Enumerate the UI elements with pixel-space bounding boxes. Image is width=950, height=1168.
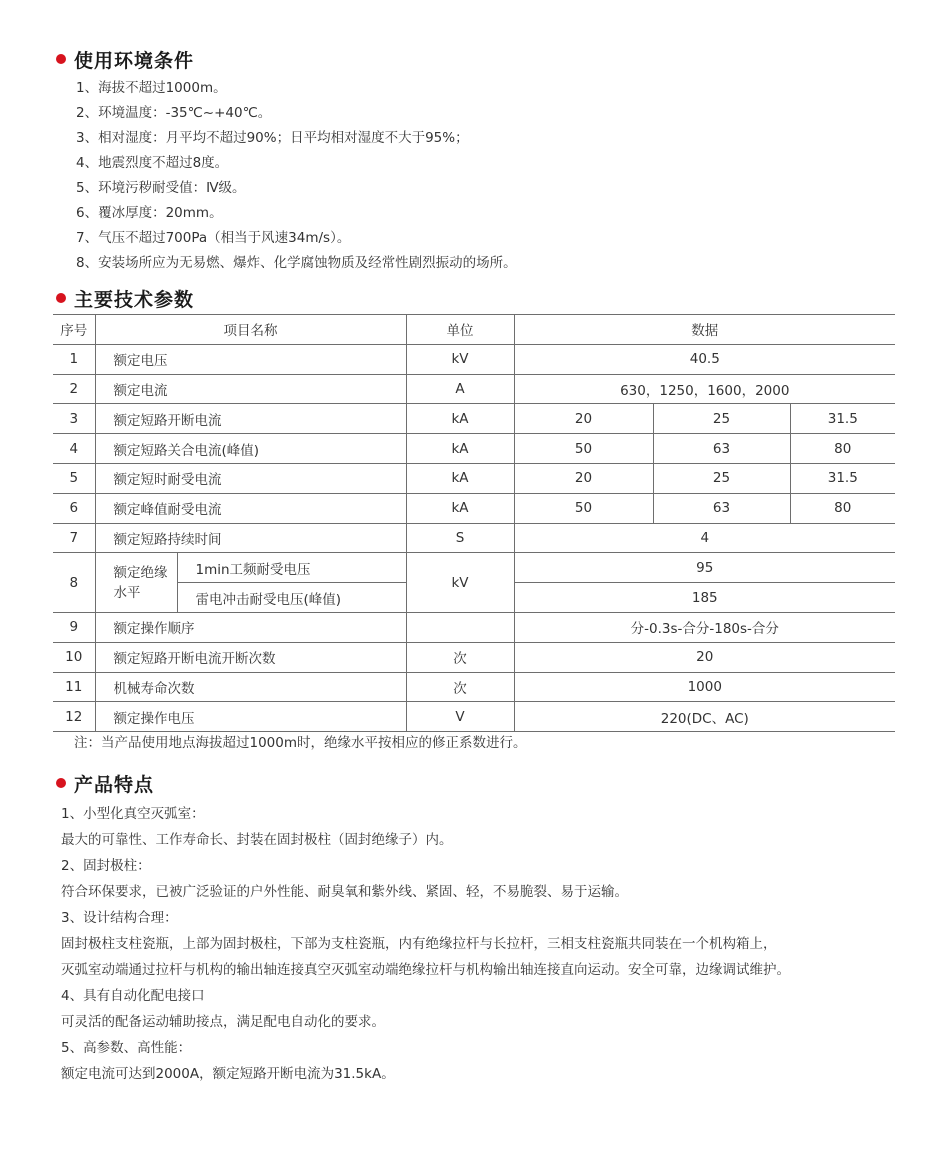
cell-no: 7 [53, 523, 95, 553]
cell-unit: kA [406, 493, 514, 523]
cell-no: 10 [53, 642, 95, 672]
cell-value: 40.5 [514, 344, 895, 374]
env-item: 6、覆冰厚度：20mm。 [76, 205, 223, 221]
cell-name: 额定短时耐受电流 [95, 463, 406, 493]
table-row [53, 702, 895, 732]
cell-unit: S [406, 523, 514, 553]
bullet-dot-icon [56, 778, 66, 788]
cell-unit: kA [406, 463, 514, 493]
cell-value: 25 [653, 404, 790, 434]
cell-value: 95 [514, 553, 895, 583]
cell-name: 额定电流 [95, 374, 406, 404]
spec-table [53, 314, 895, 732]
table-row [53, 344, 895, 374]
env-item: 1、海拔不超过1000m。 [76, 80, 227, 96]
feature-line: 固封极柱支柱瓷瓶，上部为固封极柱，下部为支柱瓷瓶，内有绝缘拉杆与长拉杆，三相支柱瓷瓶共同装在一个机构箱上， [61, 936, 777, 952]
cell-no: 2 [53, 374, 95, 404]
cell-value: 80 [790, 434, 895, 464]
feature-line: 额定电流可达到2000A，额定短路开断电流为31.5kA。 [61, 1066, 395, 1082]
cell-no: 11 [53, 672, 95, 702]
cell-subname: 雷电冲击耐受电压(峰值) [177, 583, 406, 613]
cell-unit: 次 [406, 672, 514, 702]
cell-name: 额定电压 [95, 344, 406, 374]
cell-name: 额定短路开断电流开断次数 [95, 642, 406, 672]
cell-value: 80 [790, 493, 895, 523]
env-item: 8、安装场所应为无易燃、爆炸、化学腐蚀物质及经常性剧烈振动的场所。 [76, 255, 517, 271]
cell-value: 185 [514, 583, 895, 613]
cell-value: 1000 [514, 672, 895, 702]
table-row [53, 374, 895, 404]
bullet-dot-icon [56, 54, 66, 64]
specs-title: 主要技术参数 [74, 288, 195, 311]
cell-unit: kV [406, 344, 514, 374]
cell-name: 额定峰值耐受电流 [95, 493, 406, 523]
cell-unit: kV [406, 553, 514, 613]
group-label: 额定绝缘水平 [113, 564, 168, 601]
cell-unit: kA [406, 404, 514, 434]
cell-value: 630，1250，1600，2000 [514, 374, 895, 404]
cell-name: 机械寿命次数 [95, 672, 406, 702]
cell-no: 4 [53, 434, 95, 464]
cell-value: 31.5 [790, 463, 895, 493]
env-item: 5、环境污秽耐受值：Ⅳ级。 [76, 180, 246, 196]
cell-no: 3 [53, 404, 95, 434]
header-data: 数据 [514, 315, 895, 345]
cell-value: 分-0.3s-合分-180s-合分 [514, 612, 895, 642]
cell-no: 8 [53, 553, 95, 613]
feature-line: 可灵活的配备运动辅助接点，满足配电自动化的要求。 [61, 1014, 385, 1030]
features-title: 产品特点 [74, 773, 155, 796]
table-row [53, 463, 895, 493]
cell-unit [406, 612, 514, 642]
feature-line: 灭弧室动端通过拉杆与机构的输出轴连接真空灭弧室动端绝缘拉杆与机构输出轴连接直向运动。安全可靠，边缘调试维护。 [61, 962, 790, 978]
cell-value: 20 [514, 642, 895, 672]
header-name: 项目名称 [95, 315, 406, 345]
cell-value: 20 [514, 463, 653, 493]
feature-line: 3、设计结构合理： [61, 910, 178, 926]
cell-no: 12 [53, 702, 95, 732]
cell-unit: 次 [406, 642, 514, 672]
env-item: 7、气压不超过700Pa（相当于风速34m/s）。 [76, 230, 351, 246]
cell-no: 9 [53, 612, 95, 642]
header-no: 序号 [53, 315, 95, 345]
cell-name: 额定短路开断电流 [95, 404, 406, 434]
cell-value: 63 [653, 493, 790, 523]
cell-value: 50 [514, 434, 653, 464]
cell-value: 25 [653, 463, 790, 493]
cell-name: 额定短路持续时间 [95, 523, 406, 553]
cell-value: 20 [514, 404, 653, 434]
cell-value: 220(DC、AC) [514, 702, 895, 732]
feature-line: 符合环保要求，已被广泛验证的户外性能、耐臭氧和紫外线、紧固、轻，不易脆裂、易于运输。 [61, 884, 628, 900]
bullet-dot-icon [56, 293, 66, 303]
cell-no: 5 [53, 463, 95, 493]
feature-line: 4、具有自动化配电接口 [61, 988, 205, 1004]
cell-no: 1 [53, 344, 95, 374]
env-heading [56, 46, 194, 72]
table-row [53, 523, 895, 553]
header-unit: 单位 [406, 315, 514, 345]
cell-no: 6 [53, 493, 95, 523]
table-row [53, 642, 895, 672]
table-header-row [53, 315, 895, 345]
feature-line: 2、固封极柱： [61, 858, 151, 874]
feature-line: 最大的可靠性、工作寿命长、封装在固封极柱（固封绝缘子）内。 [61, 832, 453, 848]
table-row [53, 672, 895, 702]
env-item: 3、相对湿度：月平均不超过90%；日平均相对湿度不大于95%； [76, 130, 469, 146]
feature-line: 1、小型化真空灭弧室： [61, 806, 205, 822]
cell-value: 4 [514, 523, 895, 553]
cell-value: 31.5 [790, 404, 895, 434]
env-list [76, 76, 517, 276]
features-heading [56, 770, 154, 796]
table-row [53, 493, 895, 523]
specs-heading [56, 285, 194, 311]
cell-name: 额定操作顺序 [95, 612, 406, 642]
env-item: 4、地震烈度不超过8度。 [76, 155, 229, 171]
cell-group [95, 553, 177, 613]
table-row [53, 404, 895, 434]
cell-subname: 1min工频耐受电压 [177, 553, 406, 583]
cell-unit: V [406, 702, 514, 732]
feature-line: 5、高参数、高性能： [61, 1040, 192, 1056]
cell-value: 63 [653, 434, 790, 464]
cell-name: 额定短路关合电流(峰值) [95, 434, 406, 464]
cell-unit: kA [406, 434, 514, 464]
table-row [53, 553, 895, 583]
cell-value: 50 [514, 493, 653, 523]
cell-name: 额定操作电压 [95, 702, 406, 732]
cell-unit: A [406, 374, 514, 404]
table-row [53, 434, 895, 464]
table-row [53, 612, 895, 642]
env-title: 使用环境条件 [74, 49, 195, 72]
table-note: 注：当产品使用地点海拔超过1000m时，绝缘水平按相应的修正系数进行。 [74, 735, 527, 751]
env-item: 2、环境温度：-35℃~+40℃。 [76, 105, 272, 121]
